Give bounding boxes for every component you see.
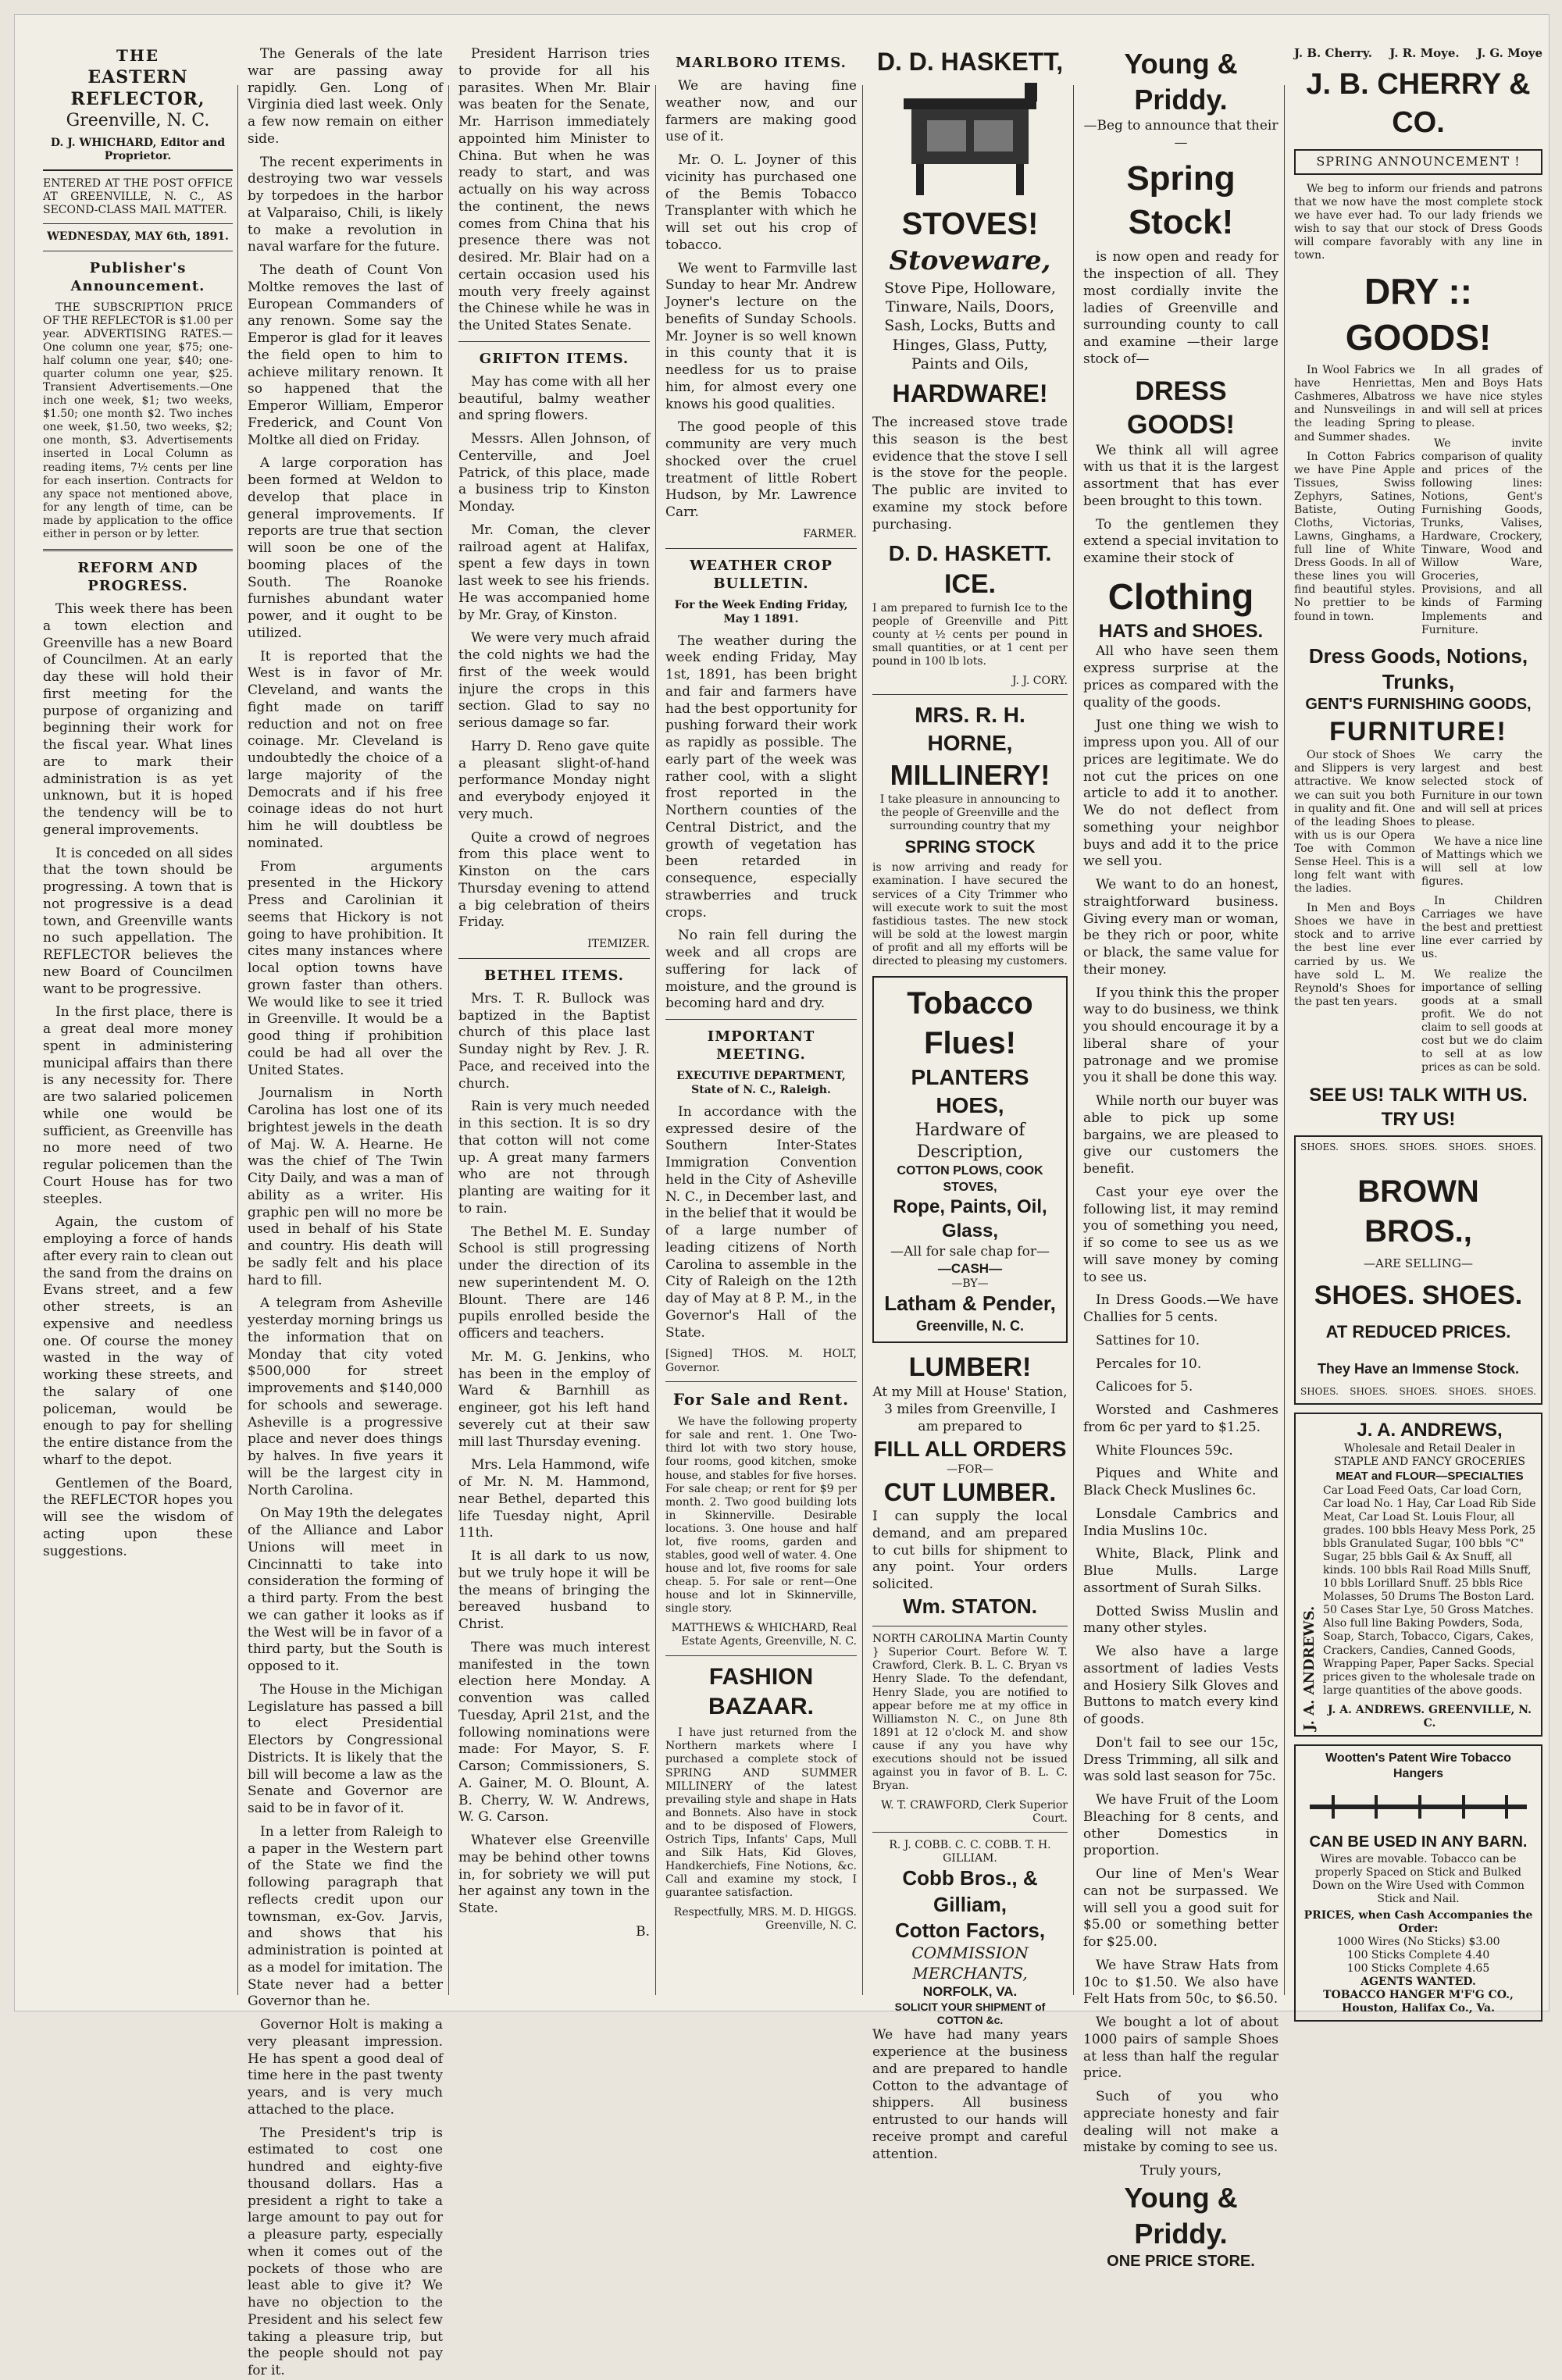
staton-name: Wm. STATON. — [903, 1594, 1037, 1618]
stoveware-heading: Stoveware, — [889, 245, 1051, 277]
wootton-patent: Wootten's Patent Wire Tobacco Hangers — [1325, 1751, 1511, 1781]
andrews-signature: J. A. ANDREWS. GREENVILLE, N. C. — [1327, 1703, 1532, 1730]
article-paragraph: Messrs. Allen Johnson, of Centerville, and Joel Patrick, of this place, made a business trip to Kinston Monday. — [458, 431, 650, 515]
article-paragraph: It is conceded on all sides that the town should be progressing. A town that is not progressive is a dead town, and Greenville wants no such appellation. The REFLECTOR believes the new Board of Councilmen want to be progressive. — [43, 845, 233, 997]
ad-paragraph: In Cotton Fabrics we have Pine Apple Tissues, Swiss Zephyrs, Satines, Batiste, Outing Cloths, Victorias, Lawns, Ginghams, a full line of White Dress Goods. In all of these lines you will find beautiful styles. No prettier to be found in town. — [1294, 450, 1415, 623]
clothing-heading: Clothing — [1107, 575, 1254, 617]
newspaper-page — [14, 14, 1550, 2378]
article-paragraph: The recent experiments in destroying two war vessels by torpedoes in the harbor at Valparaiso, Chili, is likely to make a revolution in naval warfare for the future. — [248, 154, 443, 255]
meeting-heading: IMPORTANT MEETING. — [707, 1028, 815, 1064]
ad-paragraph: In Dress Goods.—We have Challies for 5 cents. — [1083, 1292, 1278, 1326]
by-line: —BY— — [951, 1277, 989, 1291]
hats-shoes-heading: HATS and SHOES. — [1098, 620, 1264, 642]
postal-notice: ENTERED AT THE POST OFFICE AT GREENVILLE, N. C., AS SECOND-CLASS MAIL MATTER. — [43, 177, 233, 217]
haskett-signature: D. D. HASKETT. — [888, 541, 1052, 566]
meat-flour: MEAT and FLOUR—SPECIALTIES — [1336, 1470, 1524, 1484]
article-paragraph: In a letter from Raleigh to a paper in the Western part of the State we find the following paragraph that reflects credit upon our townsman, ex-Gov. Jarvis, and shows that his administration is pointed at as a model for imitation. The State never had a better Governor than he. — [248, 1823, 443, 2010]
closing: Truly yours, — [1140, 2163, 1221, 2179]
meeting-subheading: EXECUTIVE DEPARTMENT, State of N. C., Raleigh. — [676, 1070, 846, 1097]
sale-heading: For Sale and Rent. — [672, 1389, 850, 1409]
cash-line: —CASH— — [937, 1261, 1003, 1277]
price-line: 100 Sticks Complete 4.65 — [1346, 1962, 1490, 1976]
fashion-heading: FASHION BAZAAR. — [708, 1663, 814, 1719]
partner-names — [1294, 46, 1542, 61]
stove-list: Stove Pipe, Holloware, Tinware, Nails, Doors, Sash, Locks, Butts and Hinges, Glass, Putty, Paints and Oils, — [883, 279, 1056, 372]
column-2 — [243, 46, 448, 2378]
wootton-text: Wires are movable. Tobacco can be properly Spaced on Stick and Bulked Down on the Wire Used with Common Stick and Nail. — [1312, 1852, 1525, 1905]
price-item: White, Black, Plink and Blue Mulls. Large assortment of Surah Silks. — [1083, 1546, 1278, 1596]
reduced-prices: AT REDUCED PRICES. — [1325, 1322, 1511, 1341]
spring-announcement-box — [1294, 149, 1542, 174]
fashion-signature: Respectfully, MRS. M. D. HIGGS. Greenville, N. C. — [673, 1906, 857, 1933]
reform-heading: REFORM AND PROGRESS. — [77, 560, 198, 595]
furniture-heading: FURNITURE! — [1329, 716, 1507, 746]
price-item: Piques and White and Black Check Muslines 6c. — [1083, 1466, 1278, 1499]
sale-signature: MATTHEWS & WHICHARD, Real Estate Agents, Greenville, N. C. — [671, 1622, 857, 1648]
article-paragraph: The death of Count Von Moltke removes the last of European Commanders of any renown. Some say the Emperor is glad for it leaves the field open to him to achieve military renown. It so happened that the Emperor William, Emperor Frederick, and Count Von Moltke all died on Friday. — [248, 262, 443, 448]
planters-hoes: PLANTERS HOES, — [911, 1065, 1029, 1118]
ad-paragraph: We think all will agree with us that it is the largest assortment that has ever been brought to this town. — [1083, 442, 1278, 509]
agents-wanted: AGENTS WANTED. — [1361, 1976, 1476, 1989]
ad-paragraph: is now open and ready for the inspection of all. They most cordially invite the ladies of Greenville and surrounding county to call and examine —their large stock of— — [1083, 249, 1278, 367]
dress-notions-heading: Dress Goods, Notions, Trunks, — [1308, 643, 1528, 693]
column-rule — [862, 85, 863, 1995]
shoes-border-bottom: SHOES. SHOES. SHOES. SHOES. SHOES. — [1300, 1386, 1536, 1398]
masthead-the: THE — [116, 46, 160, 65]
spring-stock-heading: Spring Stock! — [1126, 159, 1236, 241]
article-paragraph: This week there has been a town election and Greenville has a new Board of Councilmen. At an early day these will hold their first meeting for the purpose of organizing and beginning their work for the fiscal year. What lines are to mark their administration is as yet unknown, but it is hoped the tendency will be to general improvements. — [43, 601, 233, 838]
article-paragraph: Journalism in North Carolina has lost one of its brightest jewels in the death of Maj. W. A. Hearne. He was the chief of The Twin City Daily, and was a man of ability as a writer. His graphic pen will no more be used in behalf of his State and country. His death will be sadly felt and his place hard to fill. — [248, 1085, 443, 1288]
article-paragraph: From arguments presented in the Hickory Press and Carolinian it seems that Hickory is not going to have prohibition. It cites many instances where local option towns have grown faster than others. We would like to see it tried in Greenville. It would be a good thing if prohibition could be had all over the United States. — [248, 858, 443, 1078]
horne-intro: I take pleasure in announcing to the people of Greenville and the surrounding country that my — [879, 793, 1061, 833]
ad-paragraph: We bought a lot of about 1000 pairs of sample Shoes at less than half the regular price. — [1083, 2015, 1278, 2082]
ad-paragraph: All who have seen them express surprise at the prices as compared with the quality of the goods. — [1083, 643, 1278, 711]
article-paragraph: No rain fell during the week and all crops are suffering for lack of moisture, and the ground is becoming hard and dry. — [665, 928, 857, 1012]
latham-ad — [872, 976, 1068, 1343]
ad-paragraph: If you think this the proper way to do business, we think you should encourage it by a liberal share of your patronage and we promise you it shall be done this way. — [1083, 985, 1278, 1086]
lumber-text: I can supply the local demand, and am prepared to cut bills for shipment to any point. Your orders solicited. — [872, 1509, 1068, 1593]
ad-paragraph: Such of you who appreciate honesty and fair dealing will not make a mistake by coming to see us. — [1083, 2089, 1278, 2156]
article-paragraph: On May 19th the delegates of the Alliance and Labor Unions will meet in Cincinnatti to take into consideration the forming of a third party. From the best we can gather it looks as if the West will be in favor of a third party, but the South is opposed to it. — [248, 1505, 443, 1674]
column-6 — [1079, 46, 1283, 2271]
cherry-two-col — [1294, 364, 1542, 643]
shoes-shoes: SHOES. SHOES. — [1314, 1281, 1523, 1311]
ad-paragraph: While north our buyer was able to pick up some bargains, we are pleased to give our customers the benefit. — [1083, 1093, 1278, 1178]
dry-goods-heading: DRY :: GOODS! — [1345, 271, 1492, 358]
lumber-heading: LUMBER! — [908, 1352, 1032, 1382]
ad-paragraph: In all grades of Men and Boys Hats we have nice styles and will sell at prices to please. — [1421, 364, 1542, 430]
price-item: White Flounces 59c. — [1096, 1442, 1233, 1459]
article-paragraph: There was much interest manifested in the town election here Monday. A convention was called Tuesday, April 21st, and the following nominations were made: For Mayor, S. F. Carson; Commissioners, S. A. Gainer, M. O. Blount, A. B. Cherry, W. W. Andrews, W. G. Carson. — [458, 1639, 650, 1826]
ad-paragraph: Don't fail to see our 15c, Dress Trimming, all silk and was sold last season for 75c. — [1083, 1734, 1278, 1785]
meeting-signature: [Signed] THOS. M. HOLT, Governor. — [665, 1348, 857, 1374]
article-paragraph: In accordance with the expressed desire of the Southern Inter-States Immigration Convention held in the City of Asheville N. C., in December last, and in the belief that it would be of a large number of leading citizens of North Carolina to assemble in the City of Raleigh on the 12th day of May at 8 P. M., in the Governor's Hall of the State. — [665, 1103, 857, 1341]
article-paragraph: The good people of this community are very much shocked over the cruel treatment of little Robert Hudson, by Mr. Lawrence Carr. — [665, 419, 857, 521]
article-paragraph: Rain is very much needed in this section. It is so dry that cotton will not come up. A great many farmers who are not through planting are waiting for it to rain. — [458, 1099, 650, 1217]
norfolk: NORFOLK, VA. — [922, 1984, 1018, 2000]
ad-paragraph: In Children Carriages we have the best and prettiest line ever carried by us. — [1421, 895, 1542, 961]
ad-paragraph: We carry the largest and best selected stock of Furniture in our town and will sell at prices to please. — [1421, 749, 1542, 828]
article-paragraph: Mr. Coman, the clever railroad agent at Halifax, spent a few days in town last week to see his friends. He was accompanied home by Mr. Gray, of Kinston. — [458, 522, 650, 623]
price-line: 100 Sticks Complete 4.40 — [1346, 1949, 1490, 1962]
stoves-heading: STOVES! — [901, 206, 1039, 241]
article-paragraph: Mrs. T. R. Bullock was baptized in the Baptist church of this place last Sunday night by Rev. J. R. Pace, and received into the church. — [458, 990, 650, 1092]
haskett-name: D. D. HASKETT, — [876, 48, 1064, 76]
ad-paragraph: We also have a large assortment of ladies Vests and Hosiery Silk Gloves and Buttons to match every kind of goods. — [1083, 1644, 1278, 1728]
price-item: Percales for 10. — [1096, 1356, 1202, 1372]
cobb-text: We have had many years experience at the business and are prepared to handle Cotton to the advantage of shippers. All business entrusted to our hands will receive prompt and careful attention. — [872, 2027, 1068, 2162]
ad-paragraph: We want to do an honest, straightforward business. Giving every man or woman, be they rich or poor, white or black, the same value for their money. — [1083, 877, 1278, 978]
column-5 — [868, 46, 1072, 2162]
prices-heading: PRICES, when Cash Accompanies the Order: — [1303, 1908, 1533, 1935]
hardware-heading: HARDWARE! — [892, 379, 1048, 408]
price-item: Worsted and Cashmeres from 6c per yard to $1.25. — [1083, 1402, 1278, 1435]
price-item: Lonsdale Cambrics and India Muslins 10c. — [1083, 1505, 1278, 1539]
cherry-firm-name: J. B. CHERRY & CO. — [1306, 68, 1531, 139]
lumber-intro: At my Mill at House' Station, 3 miles from Greenville, I am prepared to — [872, 1384, 1068, 1434]
andrews-sub: Wholesale and Retail Dealer in STAPLE AND FANCY GROCERIES — [1334, 1442, 1525, 1469]
court-text: NORTH CAROLINA Martin County } Superior Court. Before W. T. Crawford, Clerk. B. L. C. Bryan vs Henry Slade. To the defendant, Henry Slade, you are notified to appear before me at my office in Williamston N. C., on June 8th 1891 at 12 o'clock M. and show cause if any you have why executions should not be issued against you in favor of B. L. C. Bryan. — [872, 1633, 1068, 1793]
ice-heading: ICE. — [943, 569, 997, 600]
article-paragraph: We have the following property for sale and rent. 1. One Two-third lot with two story house, four rooms, good kitchen, smoke house, and stables for five horses. For sale cheap; or rent for $9 per month. 2. Two good building lots in Skinnerville. Desirable locations. 3. One house and half lot, five rooms, garden and stables, good well of water. 4. One house and lot, five rooms for sale cheap. 5. For sale or rent—One house and lot in Skinnerville, single story. — [665, 1416, 857, 1616]
column-rule — [655, 85, 656, 1995]
column-4 — [661, 46, 861, 1995]
article-paragraph: We were very much afraid the cold nights we had the first of the week would injure the crops in this section. Glad to say no serious damage so far. — [458, 630, 650, 732]
weather-heading: WEATHER CROP BULLETIN. — [690, 557, 833, 592]
are-selling: —ARE SELLING— — [1363, 1256, 1474, 1271]
ad-paragraph: Just one thing we wish to impress upon you. All of our prices are legitimate. We do not cut the prices on one article to add it to another. We do not deflect from something your neighbor buys and add it to the price we sell you. — [1083, 718, 1278, 870]
marlboro-heading: MARLBORO ITEMS. — [676, 55, 847, 71]
cherry-intro: We beg to inform our friends and patrons that we now have the most complete stock we have ever had. To our lady friends we wish to say that our stock of Dress Goods will compare favorably with any line in town. — [1294, 182, 1542, 262]
cotton-plows: COTTON PLOWS, COOK STOVES, — [897, 1164, 1043, 1194]
article-paragraph: Governor Holt is making a very pleasant impression. He has spent a good deal of time here in the past twenty years, and is very much attached to the place. — [248, 2017, 443, 2118]
for-sale-line: —All for sale chap for— — [890, 1243, 1050, 1259]
commission-merchants: COMMISSION MERCHANTS, — [911, 1944, 1029, 1983]
article-paragraph: May has come with all her beautiful, balmy weather and spring flowers. — [458, 373, 650, 424]
partner-name: J. B. Cherry. — [1294, 46, 1372, 60]
masthead-editor: D. J. WHICHARD, Editor and Proprietor. — [50, 137, 226, 163]
partner-name: J. G. Moye — [1477, 46, 1542, 60]
ad-paragraph: Cast your eye over the following list, it may remind you of something you need, if so come to see us as we will save money by coming to see us. — [1083, 1184, 1278, 1285]
one-price-store: ONE PRICE STORE. — [1107, 2253, 1255, 2271]
ad-paragraph: We invite comparison of quality and prices of the following lines: Notions, Gent's Furnishing Goods, Trunks, Valises, Hardware, Crockery, Tinware, Wood and Willow Ware, Groceries, Provisions, and all kinds of Farming Implements and Furniture. — [1421, 436, 1542, 636]
millinery-heading: MILLINERY! — [890, 758, 1050, 791]
ad-paragraph: We have Straw Hats from 10c to $1.50. We also have Felt Hats from 50c, to $6.50. — [1083, 1957, 1278, 2008]
horne-text: is now arriving and ready for examination. I have secured the services of a City Trimmer who will execute work to suit the most fastidious tastes. The new stock will be sold at the lowest margin of profit and all my efforts will be directed to pleasing my customers. — [872, 861, 1068, 967]
gents-heading: GENT'S FURNISHING GOODS, — [1305, 696, 1532, 714]
latham-name: Latham & Pender, — [884, 1292, 1056, 1316]
rope-paints: Rope, Paints, Oil, Glass, — [893, 1196, 1047, 1242]
dress-goods-heading: DRESS GOODS! — [1127, 376, 1235, 440]
ad-paragraph: We have Fruit of the Loom Bleaching for 8 cents, and other Domestics in proportion. — [1083, 1792, 1278, 1859]
article-paragraph: A telegram from Asheville yesterday morning brings us the information that on Monday that city voted $500,000 for street improvements and $140,000 for schools and sewerage. Asheville is a progressive place and never does things by halves. In five years it will be the largest city in North Carolina. — [248, 1295, 443, 1498]
wootton-ad — [1294, 1744, 1542, 2022]
cut-lumber: CUT LUMBER. — [883, 1478, 1057, 1507]
ad-paragraph: We have a nice line of Mattings which we will sell at low figures. — [1421, 835, 1542, 889]
article-paragraph: I have just returned from the Northern markets where I purchased a complete stock of SPRING AND SUMMER MILLINERY of the latest prevailing style and shape in Hats and Bonnets. Also have in stock and to be disposed of Flowers, Ostrich Tips, Infants' Caps, Mull and Silk Hats, Kid Gloves, Handkerchiefs, Fine Notions, &c. Call and examine my stock, I guarantee satisfaction. — [665, 1726, 857, 1900]
young-priddy-title: Young & Priddy. — [1124, 48, 1238, 116]
young-priddy-signature: Young & Priddy. — [1124, 2181, 1238, 2250]
article-paragraph: The President's trip is estimated to cost one hundred and eighty-five thousand dollars. Has a president a right to take a large amount to pay out for a pleasure party, especially when it comes out of the pockets of those who are least able to give it? We have no objection to the President and his select few taking a pleasure trip, but the people should not pay for it. — [248, 2125, 443, 2378]
fill-orders: FILL ALL ORDERS — [873, 1437, 1067, 1462]
masthead-title: EASTERN REFLECTOR, — [70, 66, 205, 109]
price-item: Calicoes for 5. — [1096, 1379, 1193, 1395]
issue-date: WEDNESDAY, MAY 6th, 1891. — [47, 230, 229, 244]
ad-paragraph: To the gentlemen they extend a special invitation to examine their stock of — [1083, 516, 1278, 567]
article-paragraph: Harry D. Reno gave quite a pleasant slight-of-hand performance Monday night and everybody enjoyed it very much. — [458, 738, 650, 822]
article-paragraph: Gentlemen of the Board, the REFLECTOR hopes you will see the wisdom of acting upon these suggestions. — [43, 1475, 233, 1559]
cobb-title: Cobb Bros., & Gilliam, — [902, 1866, 1038, 1916]
article-paragraph: It is all dark to us now, but we truly hope it will be the means of bringing the bereaved husband to Christ. — [458, 1548, 650, 1633]
publisher-text: THE SUBSCRIPTION PRICE OF THE REFLECTOR is $1.00 per year. ADVERTISING RATES.—One column one year, $75; one-half column one year, $40; one-quarter column one year, $25. Transient Advertisements.—One inch one week, $1; two weeks, $1.50; one month $2. Two inches one week, $1.50, two weeks, $2; one month, $3. Advertisements inserted in Local Column as reading items, 7½ cents per line for each insertion. Contracts for any space not mentioned above, for any length of time, can be made by application to the office either in person or by letter. — [43, 301, 233, 540]
for-line: —FOR— — [947, 1463, 993, 1477]
article-paragraph: Whatever else Greenville may be behind other towns in, for sobriety we will put her against any town in the State. — [458, 1833, 650, 1917]
column-rule — [448, 85, 449, 1995]
partner-name: J. R. Moye. — [1389, 46, 1460, 60]
tobacco-hanger-icon — [1310, 1790, 1527, 1825]
price-line: 1000 Wires (No Sticks) $3.00 — [1336, 1936, 1500, 1949]
ice-signature: J. J. CORY. — [1011, 675, 1068, 688]
spring-stock-heading: SPRING STOCK — [904, 837, 1036, 857]
ad-paragraph: Our line of Men's Wear can not be surpassed. We will sell you a good suit for $5.00 or something better for $25.00. — [1083, 1866, 1278, 1951]
article-paragraph: Again, the custom of employing a force of hands after every rain to clean out the sand from the drains on Evans street, and a few other streets, is an expensive and needless one. Of course the money wasted in the way of working these streets, and the salary of one policeman, would be enough to pay for shelling the entire distance from the wharf to the depot. — [43, 1214, 233, 1468]
spring-announcement: SPRING ANNOUNCEMENT ! — [1316, 154, 1521, 169]
weather-subheading: For the Week Ending Friday, May 1 1891. — [674, 598, 848, 625]
article-paragraph: The Bethel M. E. Sunday School is still progressing under the direction of its new superintendent M. O. Blount. There are 146 pupils enrolled beside the officers and teachers. — [458, 1224, 650, 1342]
hanger-company: TOBACCO HANGER M'F'G CO., Houston, Halifax Co., Va. — [1323, 1989, 1514, 2015]
article-paragraph: President Harrison tries to provide for all his parasites. When Mr. Blair was beaten for the Senate, Mr. Harrison immediately appointed him Minister to China. But when he was ready to start, and was actually on his way across the continent, the news comes from China that his presence there was not desired. Mr. Blair had on a certain occasion used his mouth very freely against the Chinese while he was in the United States Senate. — [458, 46, 650, 333]
tobacco-flues-heading: Tobacco Flues! — [907, 985, 1033, 1061]
horne-name: MRS. R. H. HORNE, — [915, 703, 1025, 756]
column-7 — [1289, 46, 1547, 2015]
article-paragraph: The House in the Michigan Legislature has passed a bill to elect Presidential Electors by Congressional Districts. It is likely that the bill will become a law as the Senate and Governor are said to be in favor of it. — [248, 1681, 443, 1816]
article-paragraph: Mr. M. G. Jenkins, who has been in the employ of Ward & Barnhill as engineer, got his left hand severely cut at their saw mill last Thursday evening. — [458, 1349, 650, 1450]
grifton-heading: GRIFTON ITEMS. — [479, 350, 629, 367]
article-paragraph: We went to Farmville last Sunday to hear Mr. Andrew Joyner's lecture on the benefits of Sunday Schools. Mr. Joyner is so well known in this county that it is needless for us to praise him, for almost every one knows his good qualities. — [665, 260, 857, 412]
ad-paragraph: In Men and Boys Shoes we have in stock and to arrive the best line ever carried by us. We have sold L. M. Reynold's Shoes for the past ten years. — [1294, 902, 1415, 1008]
cherry-two-col-2 — [1294, 749, 1542, 1081]
bethel-signature: B. — [636, 1923, 650, 1940]
ad-paragraph: Our stock of Shoes and Slippers is very attractive. We know we can suit you both in quality and fit. One of the leading Shoes with us is our Opera Toe with Common Sense Heel. This is a long felt want with the ladies. — [1294, 749, 1415, 896]
column-3 — [454, 46, 654, 1995]
haskett-text: The increased stove trade this season is the best evidence that the stove I sell is the stove for the people. The public are invited to examine my stock before purchasing. — [872, 415, 1068, 533]
article-paragraph: The Generals of the late war are passing away rapidly. Gen. Long of Virginia died last week. Only a few now remain on either side. — [248, 46, 443, 147]
article-paragraph: Mr. O. L. Joyner of this vicinity has purchased one of the Bemis Tobacco Transplanter with which he will set out his crop of tobacco. — [665, 152, 857, 253]
column-1 — [38, 46, 237, 1995]
andrews-title: J. A. ANDREWS, — [1357, 1419, 1503, 1441]
masthead-city: Greenville, N. C. — [66, 110, 210, 130]
latham-city: Greenville, N. C. — [915, 1317, 1025, 1334]
article-paragraph: A large corporation has been formed at Weldon to develop that place in general improvements. If reports are true that section will soon be one of the booming places of the South. The Roanoke furnishes abundant water power, and it ought to be utilized. — [248, 455, 443, 641]
bethel-heading: BETHEL ITEMS. — [483, 967, 625, 984]
shoes-border-top: SHOES. SHOES. SHOES. SHOES. SHOES. — [1300, 1141, 1536, 1153]
hardware-description: Hardware of Description, — [915, 1121, 1025, 1163]
column-rule — [237, 85, 238, 1995]
publisher-heading: Publisher's Announcement. — [70, 259, 205, 294]
ice-text: I am prepared to furnish Ice to the people of Greenville and Pitt county at ½ cents per pound in small quantities, or at 1 cent per pound in 100 lb lots. — [872, 601, 1068, 668]
solicit-line: SOLICIT YOUR SHIPMENT of COTTON &c. — [894, 2001, 1046, 2027]
stove-icon — [880, 83, 1060, 200]
cobb-names: R. J. COBB. C. C. COBB. T. H. GILLIAM. — [889, 1839, 1051, 1865]
brown-bros-name: BROWN BROS., — [1357, 1174, 1479, 1249]
brown-bros-ad — [1294, 1135, 1542, 1405]
see-us-heading: SEE US! TALK WITH US. TRY US! — [1309, 1085, 1528, 1130]
andrews-text: Car Load Feed Oats, Car load Corn, Car load No. 1 Hay, Car Load Rib Side Meat, Car Load St. Louis Flour, all grades. 100 bbls Heavy Mess Pork, 25 bbls Granulated Sugar, 100 bbls "C" Sugar, 25 bbls Gail & Ax Snuff, all kinds. 100 bbls Rail Road Mills Snuff, 10 bbls Lorillard Snuff. 25 bbls Rice Molasses, 50 Drums The Boston Lard. 50 Cases Star Lye, 50 Gross Matches. Also full line Baking Powders, Soda, Soap, Starch, Tobacco, Cigars, Cakes, Crackers, Candies, Canned Goods, Wrapping Paper, Paper Sacks. Special prices given to the wholesale trade on large quantities of the above goods. — [1323, 1484, 1536, 1697]
andrews-ad — [1294, 1413, 1542, 1737]
article-paragraph: Mrs. Lela Hammond, wife of Mr. N. M. Hammond, near Bethel, departed this life Tuesday night, April 11th. — [458, 1457, 650, 1541]
any-barn: CAN BE USED IN ANY BARN. — [1309, 1833, 1528, 1851]
article-paragraph: The weather during the week ending Friday, May 1st, 1891, has been bright and fair and farmers have had the best opportunity for pushing forward their work as rapidly as possible. The early part of the week was rather cool, with a slight frost reported in the Northern counties of the Central District, and the growth of vegetation has been retarded in consequence, especially strawberries and truck crops. — [665, 632, 857, 921]
ad-paragraph: In Wool Fabrics we have Henriettas, Cashmeres, Albatross and Nunsveilings in the leading Spring and Summer shades. — [1294, 364, 1415, 444]
price-list — [1083, 1333, 1278, 1637]
article-paragraph: It is reported that the West is in favor of Mr. Cleveland, and wants the fight made on tariff reduction and not on free coinage. Mr. Cleveland is undoubtedly the choice of a large majority of the Democrats and if his free coinage ideas do not hurt him he will doubtless be nominated. — [248, 648, 443, 851]
court-signature: W. T. CRAWFORD, Clerk Superior Court. — [881, 1799, 1068, 1826]
grifton-signature: ITEMIZER. — [587, 938, 650, 951]
article-paragraph: In the first place, there is a great deal more money spent in administering municipal affairs than there is any necessity for. There are two salaried policemen while one would be sufficient, as Greenville has no more need of two regular policemen than the Court House has for two steeples. — [43, 1004, 233, 1207]
cotton-factors: Cotton Factors, — [894, 1919, 1046, 1942]
price-item: Sattines for 10. — [1096, 1332, 1200, 1349]
andrews-side-label: J. A. ANDREWS. — [1301, 1605, 1318, 1731]
article-paragraph: We are having fine weather now, and our farmers are making good use of it. — [665, 78, 857, 145]
marlboro-signature: FARMER. — [803, 527, 857, 540]
column-rule — [1073, 85, 1074, 1995]
price-item: Dotted Swiss Muslin and many other styles. — [1083, 1603, 1278, 1637]
young-priddy-intro: —Beg to announce that their— — [1083, 118, 1278, 151]
ad-paragraph: We realize the importance of selling goods at a small profit. We do not claim to sell goods at cost but we do claim to sell at as low prices as can be sold. — [1421, 967, 1542, 1074]
masthead — [43, 46, 233, 171]
column-rule — [1284, 85, 1285, 1995]
immense-stock: They Have an Immense Stock. — [1317, 1361, 1520, 1377]
article-paragraph: Quite a crowd of negroes from this place went to Kinston on the cars Thursday evening to attend a big celebration of theirs Friday. — [458, 829, 650, 931]
